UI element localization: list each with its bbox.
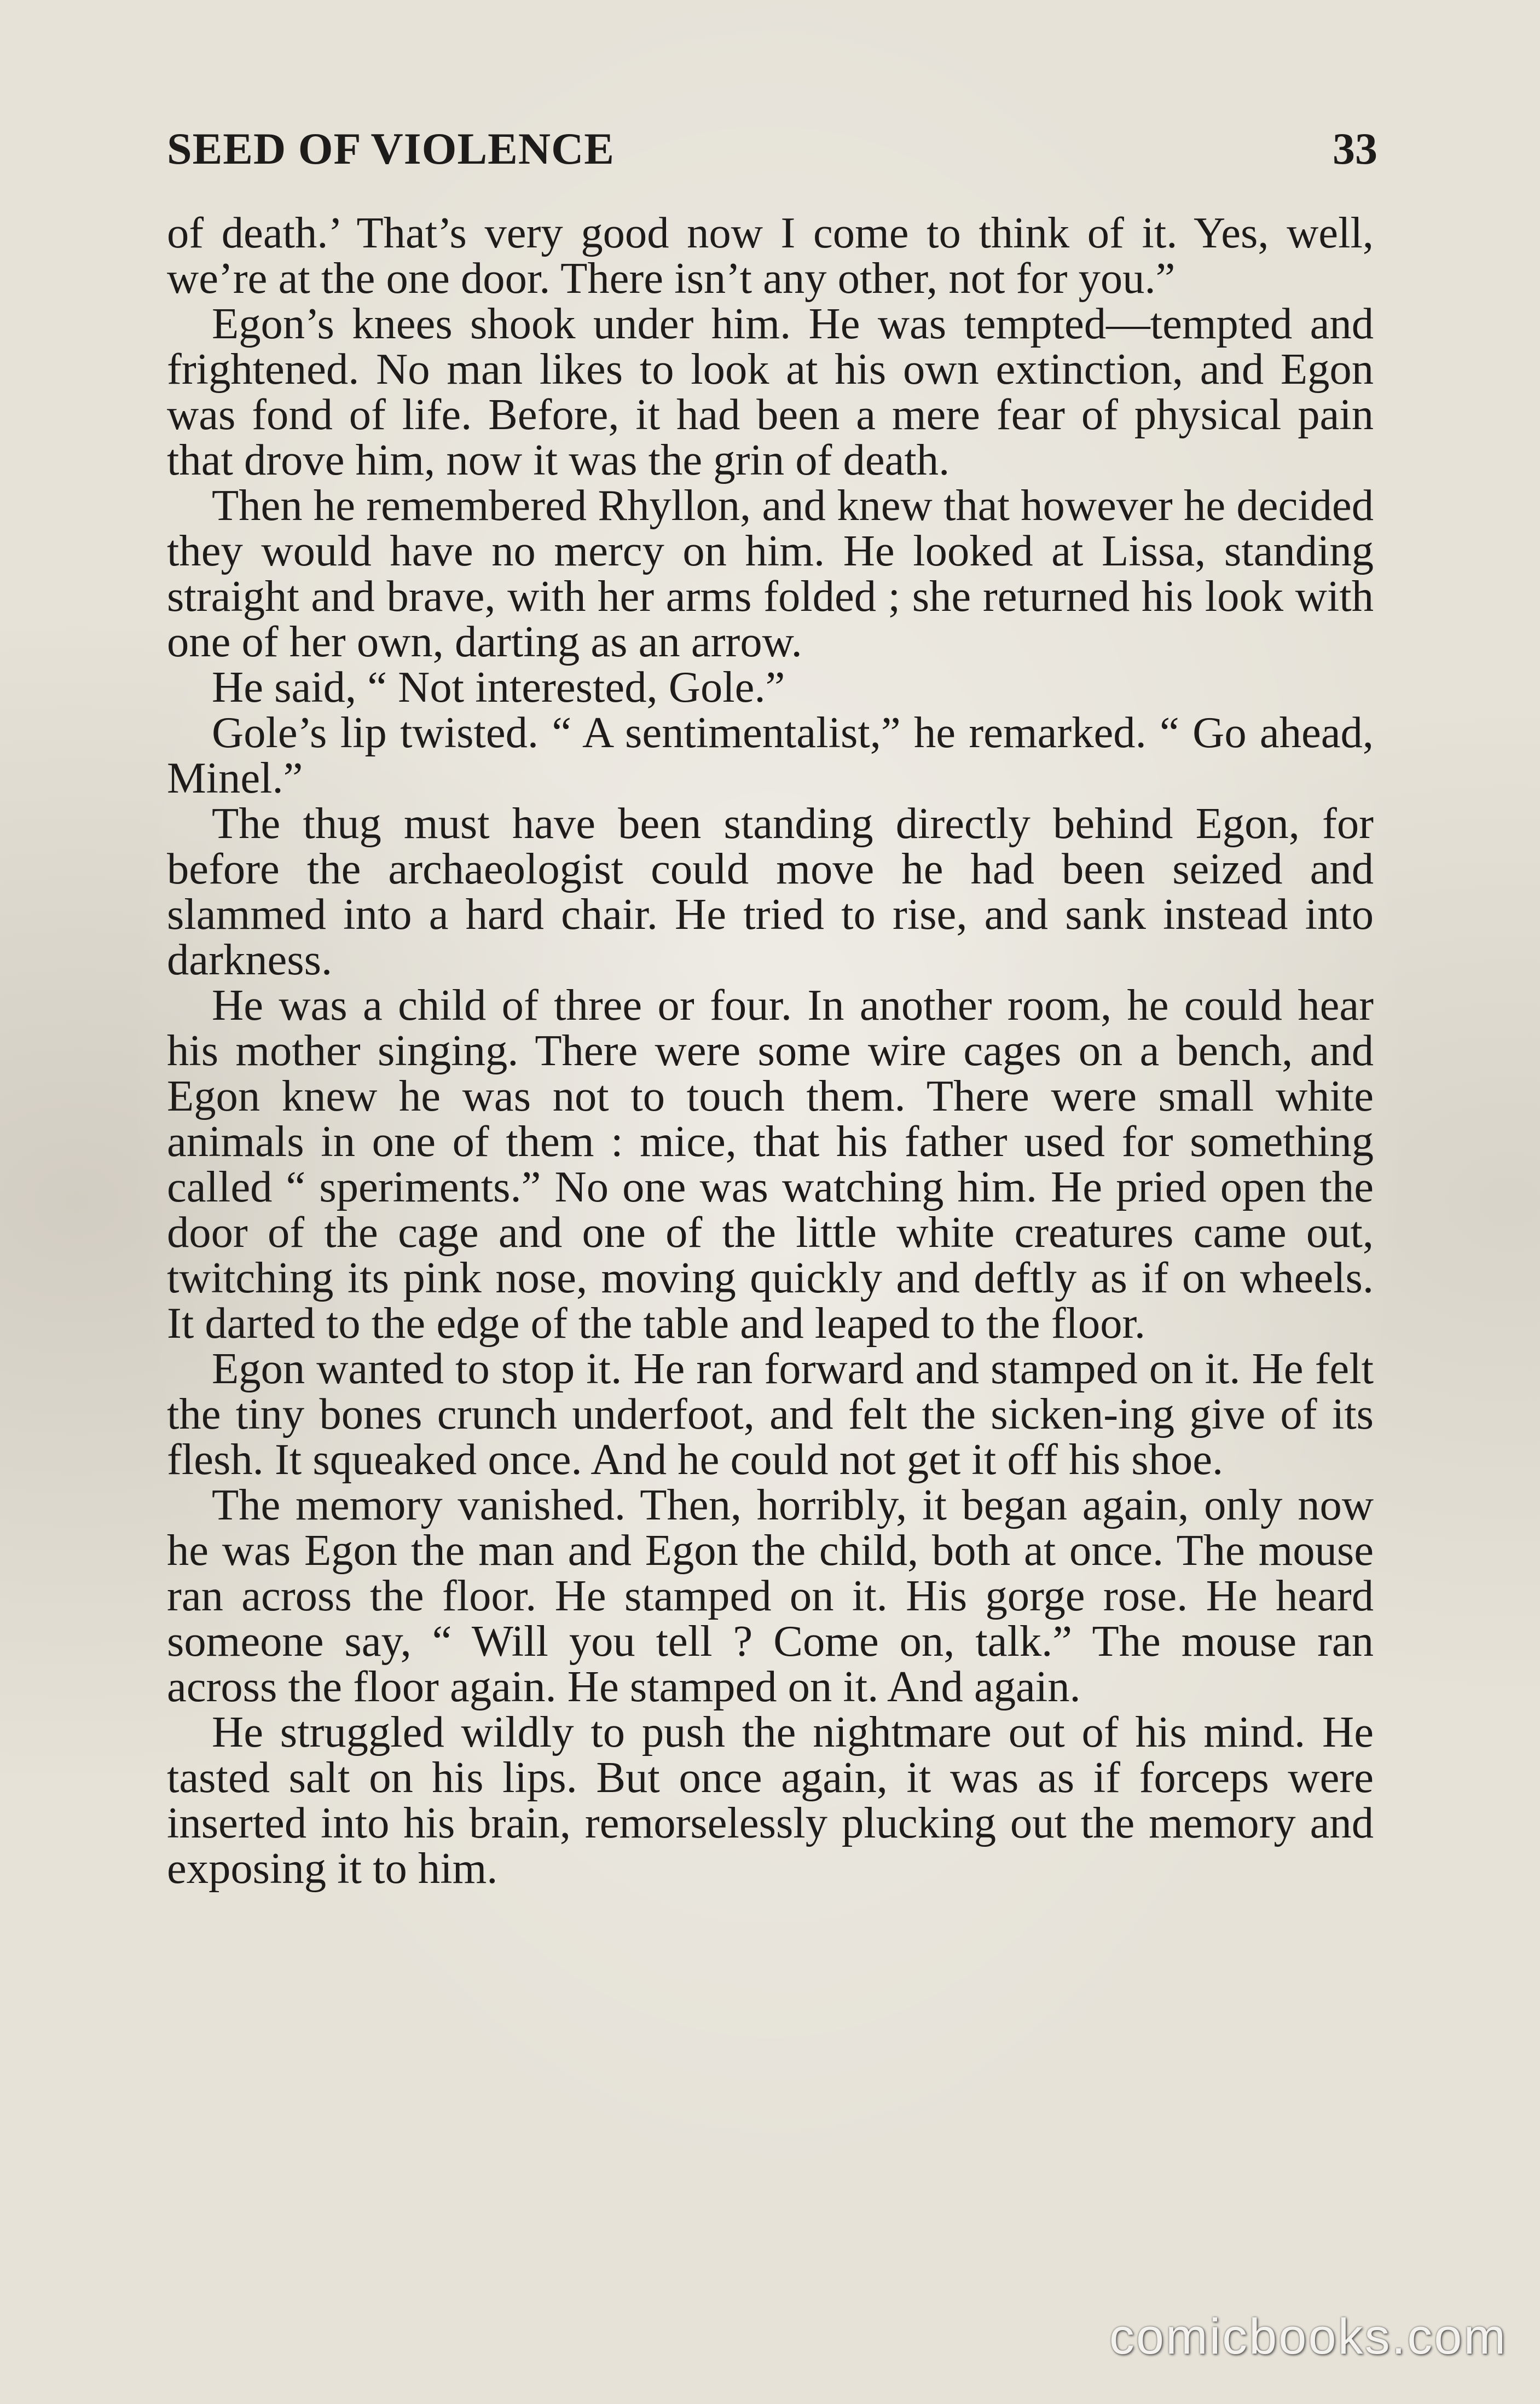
paragraph: Egon wanted to stop it. He ran forward and stamped on it. He felt the tiny bones crunch underfoot, and felt the sicken-ing give of its flesh. It squeaked once. And he could not get it off his shoe. [167,1344,1374,1484]
page-header [167,123,1377,183]
paragraph: He struggled wildly to push the nightmare out of his mind. He tasted salt on his lips. But once again, it was as if forceps were inserted into his brain, remorselessly plucking out the memory and exposing it to him. [167,1708,1374,1893]
page-number: 33 [1333,124,1377,174]
paragraph: Gole’s lip twisted. “ A sentimentalist,” he remarked. “ Go ahead, Minel.” [167,708,1374,802]
paragraph-continuation: of death.’ That’s very good now I come to think of it. Yes, well, we’re at the one door. There isn’t any other, not for you.” [167,209,1374,303]
watermark: comicbooks.com [1109,2309,1507,2365]
paragraph: The memory vanished. Then, horribly, it began again, only now he was Egon the man and Egon the child, both at once. The mouse ran across the floor. He stamped on it. His gorge rose. He heard someone say, “ Will you tell ? Come on, talk.” The mouse ran across the floor again. He stamped on it. And again. [167,1481,1374,1711]
paragraph: He was a child of three or four. In another room, he could hear his mother singing. There were some wire cages on a bench, and Egon knew he was not to touch them. There were small white animals in one of them : mice, that his father used for something called “ speriments.” No one was watching him. He pried open the door of the cage and one of the little white creatures came out, twitching its pink nose, moving quickly and deftly as if on wheels. It darted to the edge of the table and leaped to the floor. [167,981,1374,1348]
body-text [167,210,1374,1891]
paragraph: Then he remembered Rhyllon, and knew that however he decided they would have no mercy on him. He looked at Lissa, standing straight and brave, with her arms folded ; she returned his look with one of her own, darting as an arrow. [167,481,1374,666]
paragraph: Egon’s knees shook under him. He was tempted—tempted and frightened. No man likes to look at his own extinction, and Egon was fond of life. Before, it had been a mere fear of physical pain that drove him, now it was the grin of death. [167,299,1374,484]
paragraph: The thug must have been standing directly behind Egon, for before the archaeologist could move he had been seized and slammed into a hard chair. He tried to rise, and sank instead into darkness. [167,799,1374,984]
running-head-title: SEED OF VIOLENCE [167,124,615,174]
paragraph: He said, “ Not interested, Gole.” [212,663,785,712]
